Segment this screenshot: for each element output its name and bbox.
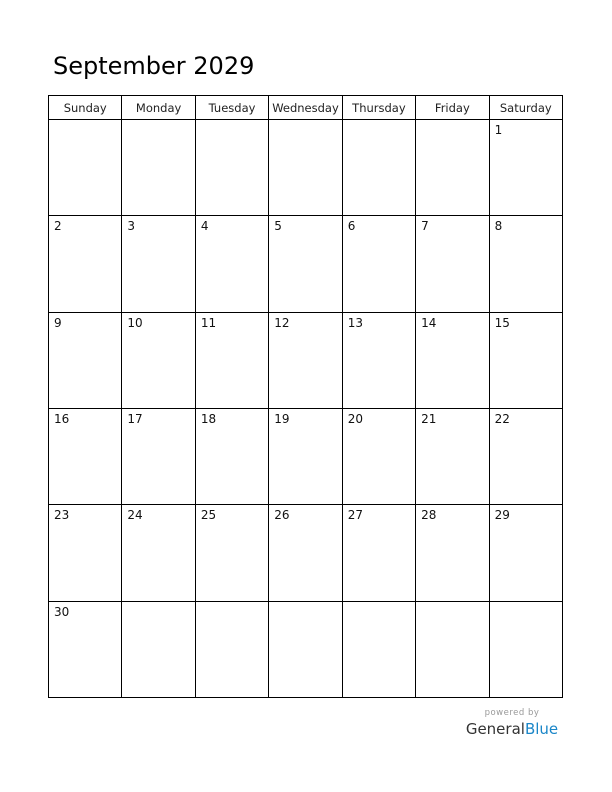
day-number: 10	[127, 315, 143, 330]
day-number: 13	[347, 315, 363, 330]
day-cell	[122, 120, 195, 216]
day-number: 5	[274, 219, 282, 234]
day-number: 15	[494, 315, 510, 330]
powered-by-label: powered by	[484, 708, 540, 718]
day-number: 2	[54, 219, 62, 234]
day-cell	[269, 602, 342, 698]
brand-name-part1: General	[465, 720, 525, 738]
day-number: 25	[200, 508, 217, 523]
day-number: 3	[127, 219, 136, 234]
day-number: 17	[127, 412, 143, 426]
day-cell	[196, 409, 269, 505]
day-cell	[196, 120, 269, 216]
day-number: 21	[421, 412, 437, 426]
day-number: 9	[54, 315, 62, 330]
day-cell	[269, 120, 342, 216]
weekday-header: Monday	[122, 96, 195, 120]
day-cell	[196, 505, 269, 601]
calendar-grid	[48, 95, 563, 698]
brand-name-part2: Blue	[524, 720, 559, 738]
footer-logo	[462, 707, 562, 739]
day-cell	[269, 505, 342, 601]
weekday-header: Sunday	[49, 96, 122, 120]
day-number: 12	[274, 315, 290, 330]
weekday-header: Wednesday	[269, 96, 342, 120]
day-cell	[343, 120, 416, 216]
day-cell	[49, 216, 122, 312]
day-number: 30	[54, 604, 70, 619]
day-number: 29	[494, 508, 510, 523]
day-cell	[122, 602, 195, 698]
day-cell	[416, 216, 489, 312]
day-cell	[416, 602, 489, 698]
day-number: 23	[54, 508, 70, 523]
day-cell	[49, 409, 122, 505]
day-cell	[343, 313, 416, 409]
day-cell	[269, 409, 342, 505]
day-number: 7	[421, 219, 429, 234]
day-cell	[416, 313, 489, 409]
day-number: 1	[494, 123, 503, 137]
day-cell	[343, 409, 416, 505]
weekday-header: Saturday	[490, 96, 563, 120]
day-number: 4	[200, 219, 209, 234]
day-cell	[49, 602, 122, 698]
weekday-header: Thursday	[343, 96, 416, 120]
day-cell	[490, 505, 563, 601]
brand-logo	[462, 719, 562, 739]
day-cell	[196, 313, 269, 409]
day-cell	[490, 602, 563, 698]
page-title: September 2029	[53, 52, 255, 80]
day-number: 24	[127, 508, 143, 523]
weekday-header: Friday	[416, 96, 489, 120]
day-number: 18	[200, 412, 217, 426]
day-cell	[416, 120, 489, 216]
day-cell	[490, 216, 563, 312]
day-cell	[269, 313, 342, 409]
day-cell	[490, 120, 563, 216]
day-cell	[122, 505, 195, 601]
day-cell	[490, 313, 563, 409]
day-cell	[269, 216, 342, 312]
day-cell	[196, 216, 269, 312]
day-cell	[343, 216, 416, 312]
day-cell	[343, 602, 416, 698]
day-cell	[196, 602, 269, 698]
day-number: 8	[494, 219, 503, 234]
day-cell	[122, 313, 195, 409]
day-cell	[122, 409, 195, 505]
day-number: 19	[274, 412, 290, 426]
day-number: 14	[421, 315, 437, 330]
day-cell	[490, 409, 563, 505]
day-cell	[122, 216, 195, 312]
day-number: 22	[494, 412, 510, 426]
day-cell	[49, 313, 122, 409]
day-number: 27	[347, 508, 363, 523]
day-cell	[343, 505, 416, 601]
day-number: 16	[54, 412, 70, 426]
day-number: 26	[274, 508, 290, 523]
day-number: 6	[347, 219, 356, 234]
day-cell	[49, 505, 122, 601]
day-number: 20	[347, 412, 363, 426]
day-number: 11	[200, 315, 217, 330]
day-cell	[49, 120, 122, 216]
day-cell	[416, 409, 489, 505]
weekday-header: Tuesday	[196, 96, 269, 120]
day-number: 28	[421, 508, 437, 523]
day-cell	[416, 505, 489, 601]
